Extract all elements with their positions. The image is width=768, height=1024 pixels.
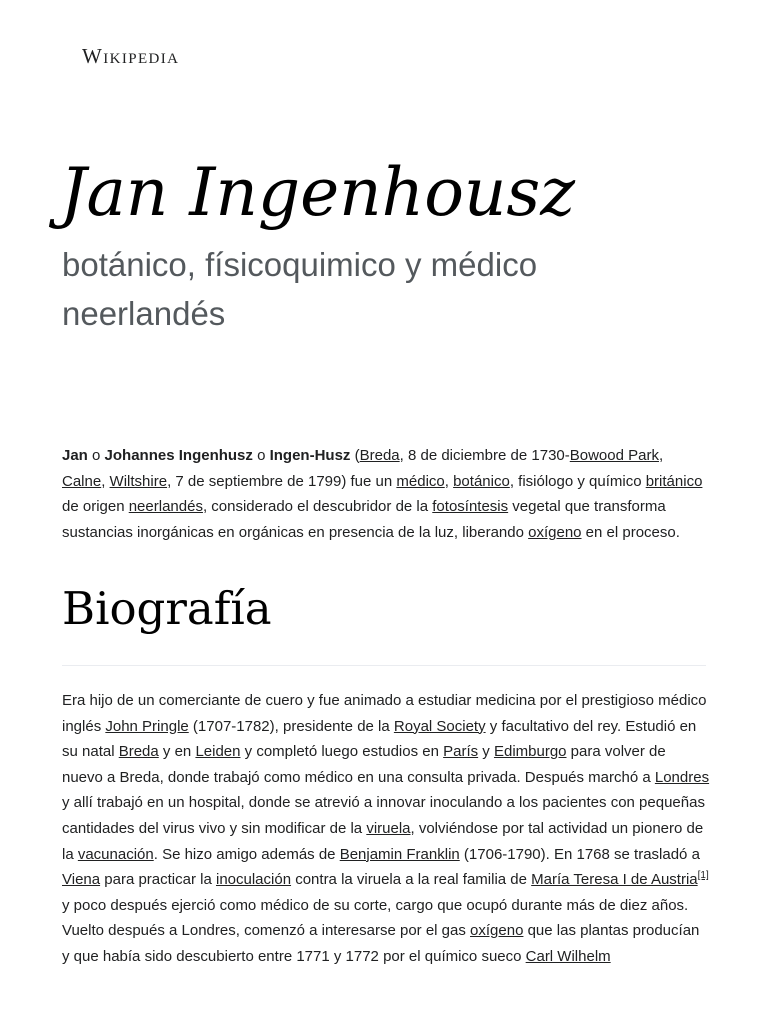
biography-paragraph: Era hijo de un comerciante de cuero y fue animado a estudiar medicina por el prestigioso médico inglés John Pringle (1707-1782), presidente de la Royal Society y facultativo del rey. Estudió en su natal Breda y en Leiden y completó luego estudios en París y Edimburgo para volver de nuevo a Breda, donde trabajó como médico en una consulta privada. Después marchó a Londres y allí trabajó en un hospital, donde se atrevió a innovar inoculando a los pacientes con pequeñas cantidades del virus vivo y sin modificar de la viruela, volviéndose por tal actividad un pionero de la vacunación. Se hizo amigo además de Benjamin Franklin (1706-1790). En 1768 se trasladó a Viena para practicar la inoculación contra la viruela a la real familia de María Teresa I de Austria[1] y poco después ejerció como médico de su corte, cargo que ocupó durante más de diez años. Vuelto después a Londres, comenzó a interesarse por el gas oxígeno que las plantas producían y que había sido descubierto entre 1771 y 1772 por el químico sueco Carl Wilhelm	[62, 692, 710, 965]
reference-superscript	[698, 870, 709, 881]
wiki-link[interactable]: Edimburgo	[493, 743, 567, 761]
wiki-link[interactable]: Breda	[359, 447, 400, 464]
intro-paragraph: Jan o Johannes Ingenhusz o Ingen-Husz (Breda, 8 de diciembre de 1730-Bowood Park, Calne, Wiltshire, 7 de septiembre de 1799) fue un médico, botánico, fisiólogo y químico británico de origen neerlandés, considerado el descubridor de la fotosíntesis vegetal que transforma sustancias inorgánicas en orgánicas en presencia de la luz, liberando oxígeno en el proceso.	[62, 447, 703, 541]
wiki-link[interactable]: John Pringle	[105, 717, 189, 735]
section-heading-biografia: Biografía	[62, 582, 272, 635]
wiki-link[interactable]: inoculación	[215, 871, 292, 889]
bold-term: Ingen-Husz	[269, 447, 351, 464]
wiki-link[interactable]: oxígeno	[470, 922, 524, 940]
wiki-link[interactable]: Royal Society	[393, 717, 486, 735]
wiki-link[interactable]: médico	[396, 472, 445, 490]
wiki-link[interactable]: Viena	[62, 871, 101, 889]
wiki-link[interactable]: París	[443, 743, 479, 761]
wikipedia-wordmark[interactable]: Wikipedia	[82, 44, 180, 68]
wiki-link[interactable]: Breda	[118, 743, 159, 761]
wiki-link[interactable]: Benjamin Franklin	[339, 845, 460, 863]
section-divider	[62, 665, 706, 666]
wiki-link[interactable]: Wiltshire	[109, 472, 168, 490]
wiki-link[interactable]: Bowood Park	[569, 447, 659, 464]
wiki-link[interactable]: Leiden	[195, 743, 241, 761]
wiki-link[interactable]: Calne	[62, 472, 102, 490]
wiki-link[interactable]: María Teresa I de Austria	[531, 871, 698, 889]
wiki-link[interactable]: británico	[645, 472, 703, 490]
wiki-link[interactable]: Londres	[654, 768, 710, 786]
wiki-link[interactable]: botánico	[453, 472, 510, 490]
wiki-link[interactable]: vacunación	[77, 845, 154, 863]
wiki-link[interactable]: oxígeno	[528, 523, 582, 541]
page-subtitle: botánico, físicoquimico y médico neerlandés	[62, 246, 538, 332]
wiki-link[interactable]: Carl Wilhelm	[525, 947, 611, 965]
wiki-link[interactable]: viruela	[366, 819, 411, 837]
page-title: Jan Ingenhousz	[60, 154, 576, 231]
wiki-link[interactable]: fotosíntesis	[432, 498, 509, 516]
bold-term: Jan	[62, 447, 88, 464]
wiki-link[interactable]: neerlandés	[128, 498, 203, 516]
reference-link[interactable]: [1]	[697, 870, 709, 882]
bold-term: Johannes Ingenhusz	[104, 447, 253, 464]
